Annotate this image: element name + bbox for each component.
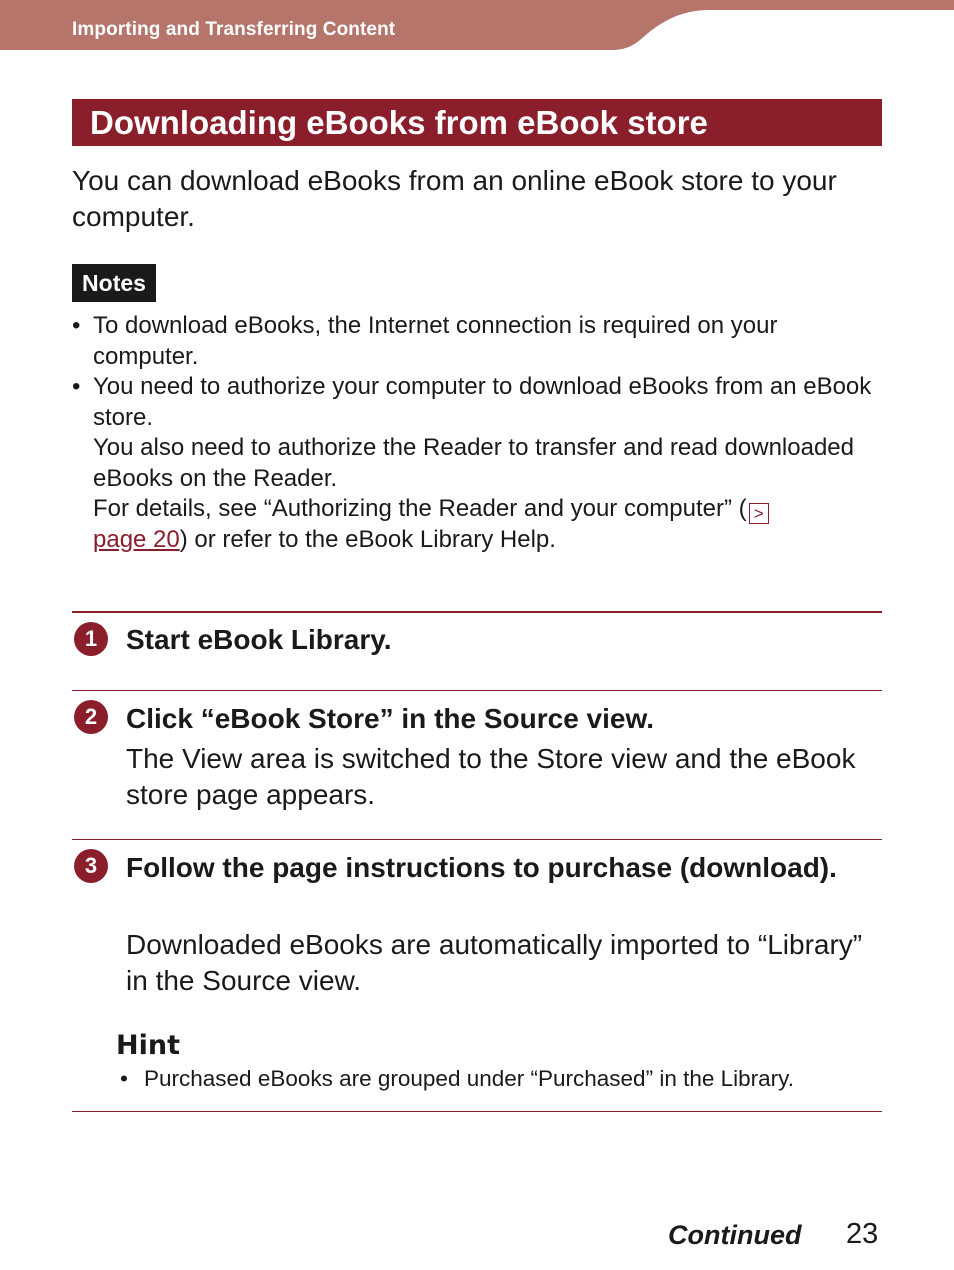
section-title: Downloading eBooks from eBook store <box>72 99 882 146</box>
hint-item <box>120 1064 904 1094</box>
step-description: The View area is switched to the Store view and the eBook store page appears. <box>126 743 856 810</box>
step-title: Follow the page instructions to purchase (download). <box>126 852 837 883</box>
bullet-icon: • <box>72 373 81 400</box>
step-number-badge: 3 <box>74 849 108 883</box>
hint-bottom-divider <box>72 1111 882 1112</box>
step-description: Downloaded eBooks are automatically imported to “Library” in the Source view. <box>126 929 863 996</box>
details-suffix: ) or refer to the eBook Library Help. <box>179 525 556 553</box>
note-text: You need to authorize your computer to download eBooks from an eBook store. <box>93 373 872 431</box>
notes-list <box>72 311 877 555</box>
details-prefix: For details, see “Authorizing the Reader and your computer” ( <box>93 495 747 522</box>
intro-paragraph: You can download eBooks from an online eBook store to your computer. <box>72 165 837 232</box>
continued-label: Continued <box>668 1220 802 1250</box>
steps-top-divider <box>72 611 882 613</box>
bullet-icon: • <box>72 312 81 339</box>
step-title: Start eBook Library. <box>126 624 392 655</box>
page-reference-icon: > <box>749 503 769 524</box>
note-details <box>93 494 877 555</box>
step-divider <box>72 690 882 691</box>
note-item <box>72 372 877 555</box>
bullet-icon: • <box>120 1066 128 1091</box>
page-number: 23 <box>846 1218 879 1250</box>
note-text-continued: You also need to authorize the Reader to transfer and read downloaded eBooks on the Reader. <box>93 434 854 492</box>
hint-label: Hint <box>116 1030 180 1061</box>
chapter-header-band <box>0 0 954 50</box>
step-title: Click “eBook Store” in the Source view. <box>126 703 654 734</box>
step-divider <box>72 839 882 840</box>
note-text: To download eBooks, the Internet connection is required on your computer. <box>93 312 778 370</box>
chapter-title: Importing and Transferring Content <box>72 19 396 40</box>
step-number-badge: 1 <box>74 622 108 656</box>
notes-label: Notes <box>72 264 156 302</box>
page-link[interactable]: page 20 <box>93 525 180 553</box>
note-item <box>72 311 877 372</box>
step-number-badge: 2 <box>74 700 108 734</box>
hint-text: Purchased eBooks are grouped under “Purchased” in the Library. <box>144 1066 794 1091</box>
